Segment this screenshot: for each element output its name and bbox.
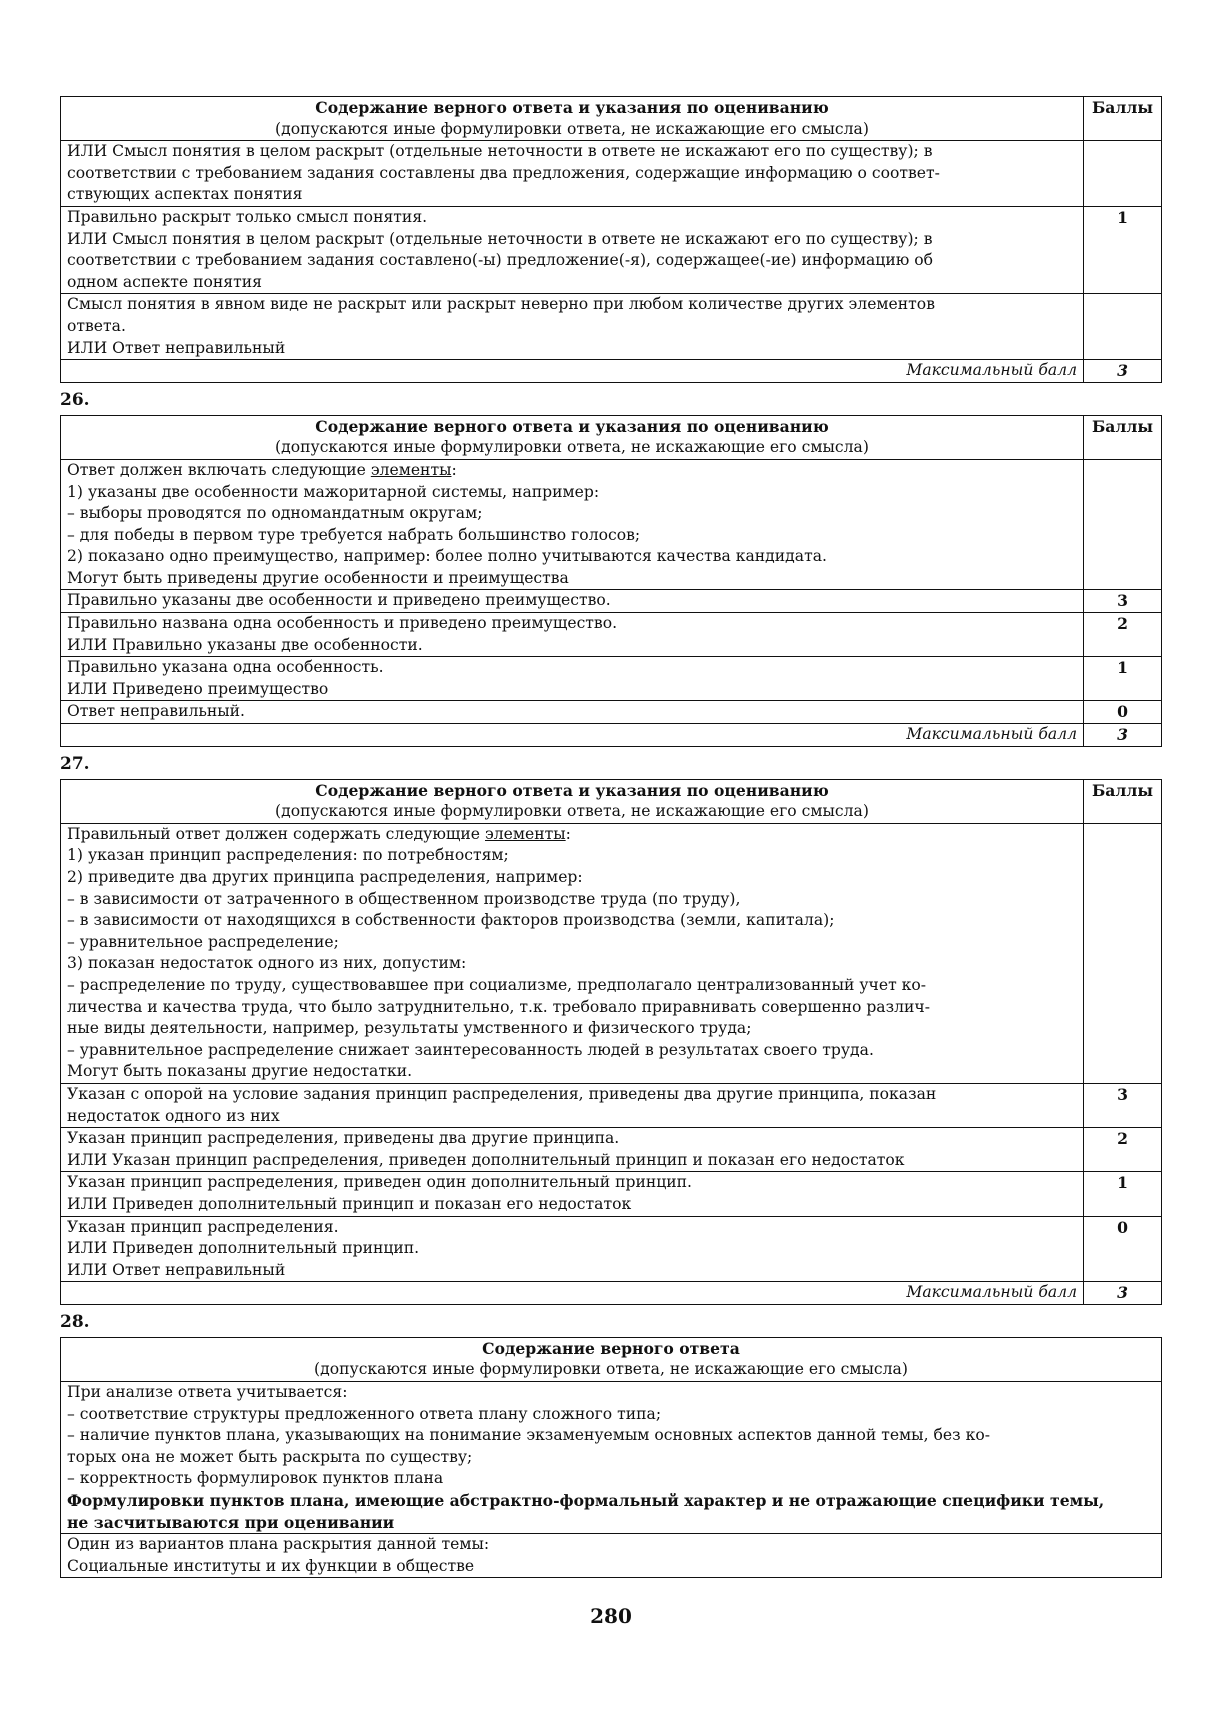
criterion-line: соответствии с требованием задания составлены два предложения, содержащие информацию о соответ- — [67, 163, 940, 182]
content-line: При анализе ответа учитывается: — [67, 1383, 348, 1402]
max-row — [61, 724, 1162, 747]
table-row — [61, 141, 1162, 207]
q28-table — [60, 1337, 1162, 1579]
table-row — [61, 701, 1162, 724]
content-line: торых она не может быть раскрыта по существу; — [67, 1447, 473, 1466]
points-header: Баллы — [1084, 779, 1162, 823]
header-subtitle: (допускаются иные формулировки ответа, не искажающие его смысла) — [314, 1360, 908, 1379]
criterion-line: одном аспекте понятия — [67, 272, 262, 291]
table-row — [61, 206, 1162, 293]
content-line: личества и качества труда, что было затруднительно, т.к. требовало приравнивать совершенно различ- — [67, 997, 930, 1016]
points-value: 3 — [1084, 590, 1162, 613]
q26-header — [61, 415, 1084, 459]
header-subtitle: (допускаются иные формулировки ответа, не искажающие его смысла) — [275, 802, 869, 821]
content-line: – соответствие структуры предложенного ответа плану сложного типа; — [67, 1404, 662, 1423]
q25-table — [60, 96, 1162, 383]
bold-note-line: не засчитываются при оценивании — [67, 1512, 395, 1532]
header-title: Содержание верного ответа и указания по оцениванию — [315, 98, 829, 117]
max-label: Максимальный балл — [61, 724, 1084, 747]
criterion-line: Указан с опорой на условие задания принцип распределения, приведены два другие принципа, показан — [67, 1084, 937, 1103]
header-title: Содержание верного ответа и указания по оцениванию — [315, 780, 829, 800]
answer-content-row — [61, 1382, 1162, 1534]
criterion-line: ИЛИ Ответ неправильный — [67, 1260, 286, 1279]
underlined-word: элементы — [370, 460, 452, 479]
header-title: Содержание верного ответа и указания по оцениванию — [315, 416, 829, 436]
criterion-line: ИЛИ Приведен дополнительный принцип. — [67, 1239, 420, 1258]
q28-header — [61, 1337, 1162, 1381]
criterion-line: ИЛИ Правильно указаны две особенности. — [67, 635, 423, 654]
criterion-line: ИЛИ Приведено преимущество — [67, 679, 329, 698]
max-row — [61, 1282, 1162, 1305]
points-value: 1 — [1084, 206, 1162, 293]
max-label: Максимальный балл — [61, 360, 1084, 383]
content-line: 2) показано одно преимущество, например: более полно учитываются качества кандидата. — [67, 547, 827, 566]
table-row — [61, 613, 1162, 657]
criterion-line: Смысл понятия в явном виде не раскрыт или раскрыт неверно при любом количестве других элементов — [67, 295, 935, 314]
criterion-line: соответствии с требованием задания составлено(-ы) предложение(-я), содержащее(-ие) информацию об — [67, 251, 934, 270]
q26-table — [60, 415, 1162, 747]
points-value: 2 — [1084, 613, 1162, 657]
header-subtitle: (допускаются иные формулировки ответа, не искажающие его смысла) — [275, 119, 869, 138]
table-row — [61, 1128, 1162, 1172]
answer-content-row — [61, 823, 1162, 1083]
max-label: Максимальный балл — [61, 1282, 1084, 1305]
content-line: – для победы в первом туре требуется набрать большинство голосов; — [67, 525, 641, 544]
content-line: Могут быть показаны другие недостатки. — [67, 1062, 413, 1081]
content-line: Могут быть приведены другие особенности и преимущества — [67, 568, 569, 587]
variant-line: Один из вариантов плана раскрытия данной темы: — [67, 1535, 490, 1554]
criterion-line: Правильно указана одна особенность. — [67, 658, 384, 677]
criterion-line: ИЛИ Приведен дополнительный принцип и показан его недостаток — [67, 1194, 632, 1213]
content-line: – корректность формулировок пунктов плана — [67, 1469, 444, 1488]
table-row — [61, 1534, 1162, 1578]
header-subtitle: (допускаются иные формулировки ответа, не искажающие его смысла) — [275, 438, 869, 457]
question-number: 28. — [60, 1311, 90, 1332]
criterion-line: Ответ неправильный. — [67, 702, 246, 721]
intro-line: Правильный ответ должен содержать следующие элементы: — [67, 824, 571, 843]
criterion-line: Указан принцип распределения, приведен один дополнительный принцип. — [67, 1173, 693, 1192]
content-line: – в зависимости от находящихся в собственности факторов производства (земли, капитала); — [67, 911, 835, 930]
q27-table — [60, 779, 1162, 1305]
content-line: 2) приведите два других принципа распределения, например: — [67, 868, 583, 886]
points-value: 1 — [1084, 657, 1162, 701]
content-line: – выборы проводятся по одномандатным округам; — [67, 504, 483, 523]
criterion-line: Указан принцип распределения, приведены два другие принципа. — [67, 1129, 620, 1148]
criterion-line: ответа. — [67, 316, 126, 335]
criterion-line: Правильно раскрыт только смысл понятия. — [67, 207, 428, 226]
points-value: 2 — [1084, 1128, 1162, 1172]
criterion-line: недостаток одного из них — [67, 1106, 280, 1125]
content-line: 1) указаны две особенности мажоритарной системы, например: — [67, 482, 600, 501]
underlined-word: элементы — [484, 824, 566, 843]
content-line: – наличие пунктов плана, указывающих на понимание экзаменуемым основных аспектов данной темы, без ко- — [67, 1426, 990, 1445]
header-title: Содержание верного ответа — [482, 1338, 740, 1358]
content-line: 3) показан недостаток одного из них, допустим: — [67, 954, 467, 973]
criterion-line: ИЛИ Указан принцип распределения, приведен дополнительный принцип и показан его недостаток — [67, 1150, 905, 1169]
max-value: 3 — [1084, 360, 1162, 383]
criterion-line: ствующих аспектах понятия — [67, 185, 303, 204]
content-line: – распределение по труду, существовавшее при социализме, предполагало централизованный учет ко- — [67, 975, 927, 994]
table-row — [61, 294, 1162, 360]
max-value: 3 — [1084, 724, 1162, 747]
question-number: 26. — [60, 389, 90, 410]
q25-header — [61, 97, 1084, 141]
criterion-line: Правильно указаны две особенности и приведено преимущество. — [67, 591, 611, 610]
page-content — [60, 96, 1162, 1578]
content-line: – уравнительное распределение; — [67, 932, 339, 951]
variant-line: Социальные институты и их функции в обществе — [67, 1556, 475, 1575]
points-header: Баллы — [1084, 415, 1162, 459]
question-number: 27. — [60, 753, 90, 774]
criterion-line: Указан принцип распределения. — [67, 1217, 339, 1236]
criterion-line: Правильно названа одна особенность и приведено преимущество. — [67, 614, 618, 633]
content-line: 1) указан принцип распределения: по потребностям; — [67, 846, 509, 865]
answer-content-row — [61, 459, 1162, 590]
criterion-line: ИЛИ Смысл понятия в целом раскрыт (отдельные неточности в ответе не искажают его по существу); в — [67, 229, 933, 248]
points-header: Баллы — [1084, 97, 1162, 141]
max-value: 3 — [1084, 1282, 1162, 1305]
page-number: 280 — [590, 1604, 632, 1628]
table-row — [61, 657, 1162, 701]
bold-note-line: Формулировки пунктов плана, имеющие абстрактно-формальный характер и не отражающие специфики темы, — [67, 1491, 1105, 1511]
content-line: – уравнительное распределение снижает заинтересованность людей в результатах своего труда. — [67, 1040, 874, 1059]
table-row — [61, 590, 1162, 613]
points-value — [1084, 294, 1162, 360]
points-value — [1084, 141, 1162, 207]
points-value: 0 — [1084, 701, 1162, 724]
table-row — [61, 1216, 1162, 1282]
criterion-line: ИЛИ Ответ неправильный — [67, 338, 286, 357]
points-value: 3 — [1084, 1083, 1162, 1127]
criterion-line: ИЛИ Смысл понятия в целом раскрыт (отдельные неточности в ответе не искажают его по существу); в — [67, 142, 933, 161]
content-line: ные виды деятельности, например, результаты умственного и физического труда; — [67, 1019, 752, 1038]
table-row — [61, 1083, 1162, 1127]
points-value: 1 — [1084, 1172, 1162, 1216]
q27-header — [61, 779, 1084, 823]
intro-line: Ответ должен включать следующие элементы: — [67, 460, 457, 479]
table-row — [61, 1172, 1162, 1216]
content-line: – в зависимости от затраченного в общественном производстве труда (по труду), — [67, 889, 741, 908]
max-row — [61, 360, 1162, 383]
points-value: 0 — [1084, 1216, 1162, 1282]
